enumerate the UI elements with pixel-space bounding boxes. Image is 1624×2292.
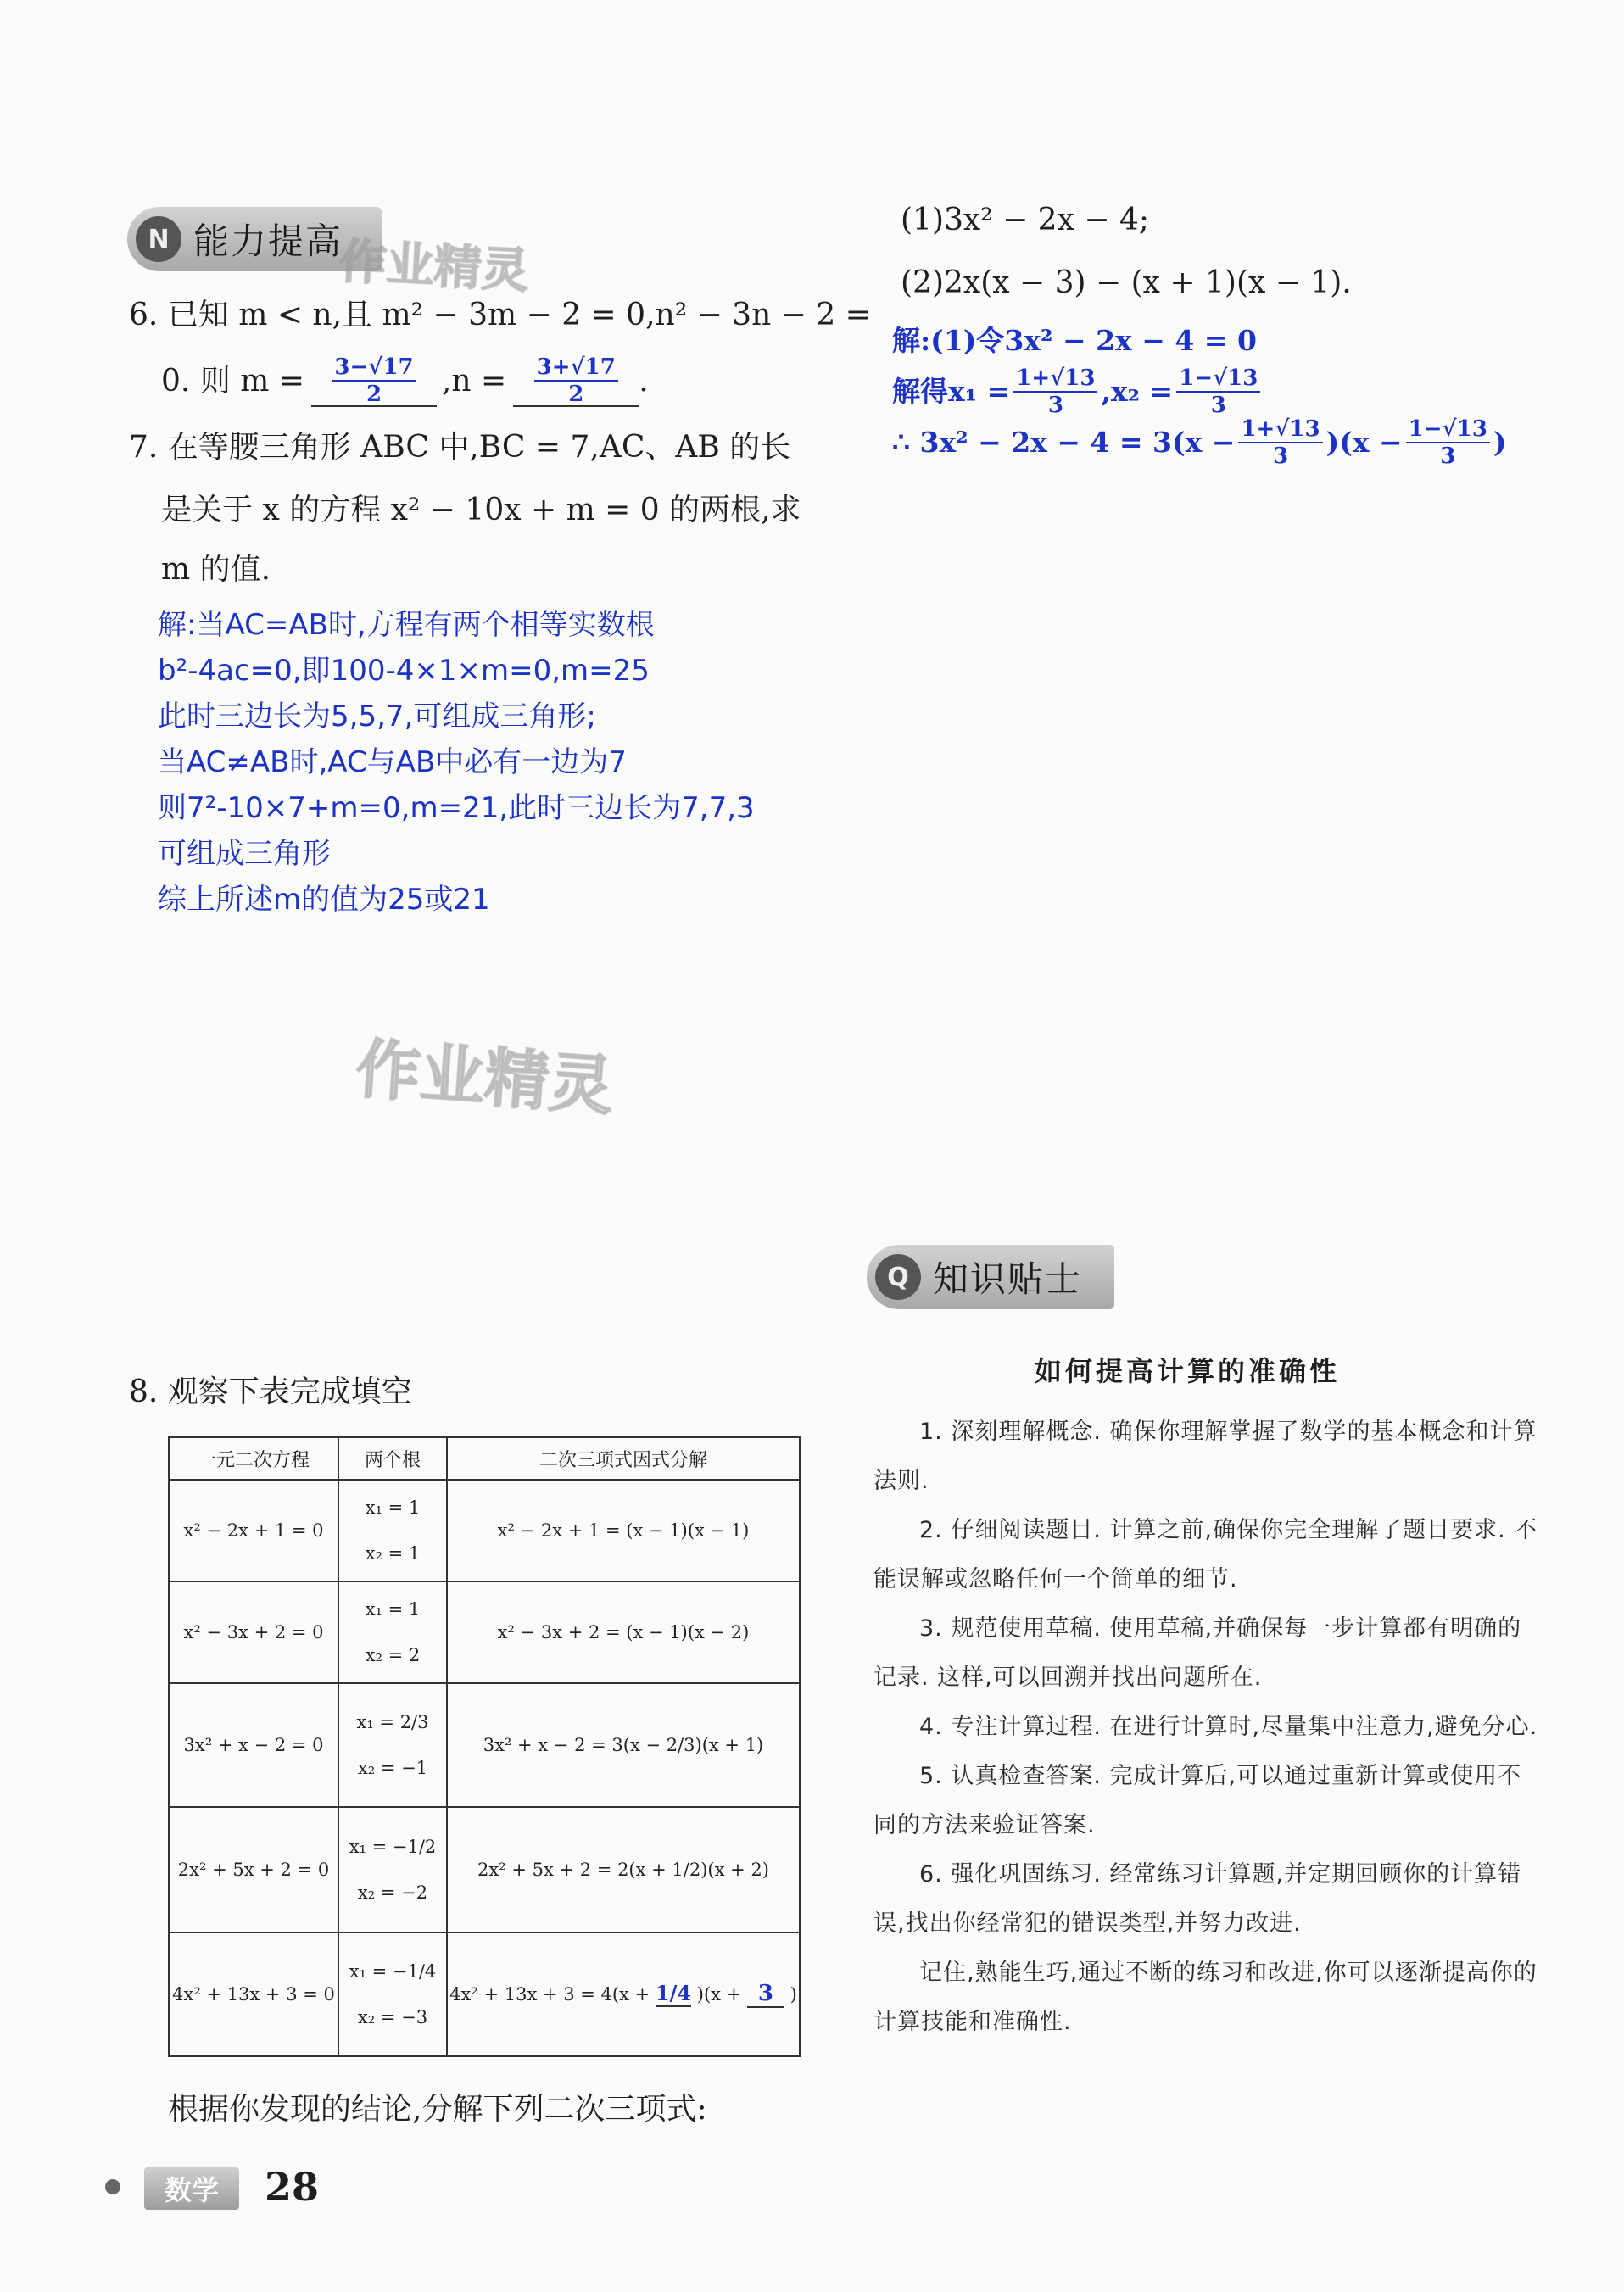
q7-line1: 7. 在等腰三角形 ABC 中,BC = 7,AC、AB 的长 [129, 430, 791, 465]
tip-item: 1. 深刻理解概念. 确保你理解掌握了数学的基本概念和计算法则. [873, 1419, 1537, 1494]
root-1: x₁ = −1/4 [349, 1961, 437, 1982]
tip-item: 4. 专注计算过程. 在进行计算时,尽量集中注意力,避免分心. [919, 1714, 1538, 1740]
q6-n-label: ,n = [441, 364, 507, 399]
badge-icon: N [136, 216, 181, 262]
tip-item: 2. 仔细阅读题目. 计算之前,确保你完全理解了题目要求. 不能误解或忽略任何一个简单的细节. [873, 1517, 1538, 1592]
watermark-top: 作业精灵 [338, 234, 531, 299]
tips-title: 知识贴士 [933, 1258, 1083, 1300]
root-1: x₁ = 2/3 [356, 1712, 429, 1732]
tips-banner [867, 1245, 1114, 1309]
tip-item: 3. 规范使用草稿. 使用草稿,并确保每一步计算都有明确的记录. 这样,可以回溯并找出问题所在. [873, 1615, 1522, 1691]
table-row [169, 1480, 800, 1581]
root-2: x₂ = −3 [357, 2007, 428, 2027]
cell-equation: x² − 2x + 1 = 0 [169, 1480, 338, 1581]
root-1: x₁ = 1 [365, 1497, 421, 1518]
cell-factor [447, 1932, 800, 2056]
root-2: x₂ = 2 [365, 1645, 421, 1665]
q6-m-label: 0. 则 m = [161, 364, 304, 399]
cell-factor: 3x² + x − 2 = 3(x − 2/3)(x + 1) [447, 1683, 800, 1807]
root-2: x₂ = 1 [365, 1543, 421, 1564]
cell-equation: 3x² + x − 2 = 0 [169, 1683, 338, 1807]
q7-answer [158, 602, 755, 923]
q7-answer-line: 此时三边长为5,5,7,可组成三角形; [158, 700, 596, 733]
cell-factor: 2x² + 5x + 2 = 2(x + 1/2)(x + 2) [447, 1807, 800, 1932]
cell-equation: 2x² + 5x + 2 = 0 [169, 1807, 338, 1932]
root-2: x₂ = −1 [357, 1758, 428, 1778]
cell-factor: x² − 3x + 2 = (x − 1)(x − 2) [447, 1581, 800, 1683]
sol3-num2: 1−√13 [1406, 418, 1490, 443]
root-1: x₁ = −1/2 [349, 1837, 437, 1857]
q8-followup: 根据你发现的结论,分解下列二次三项式: [168, 2092, 707, 2127]
q8-solution [892, 315, 1506, 468]
q7-line3: m 的值. [161, 552, 271, 587]
table-header-row [169, 1437, 800, 1480]
tips-heading: 如何提高计算的准确性 [1035, 1355, 1341, 1387]
factor-mid: )(x + [696, 1984, 742, 2005]
q6-m-den: 2 [366, 382, 382, 407]
q6-m-num: 3−√17 [332, 356, 416, 382]
cell-roots [338, 1480, 447, 1581]
sol3-prefix: ∴ 3x² − 2x − 4 = 3(x − [892, 426, 1236, 459]
q8-prompt: 8. 观察下表完成填空 [129, 1375, 412, 1409]
col-header: 一元二次方程 [169, 1437, 338, 1480]
cell-roots [338, 1683, 447, 1807]
q6-end: . [639, 364, 649, 399]
q7-answer-line: b²-4ac=0,即100-4×1×m=0,m=25 [158, 654, 650, 688]
q7-answer-line: 则7²-10×7+m=0,m=21,此时三边长为7,7,3 [158, 791, 755, 825]
factor-end: ) [790, 1984, 797, 2005]
cell-factor: x² − 2x + 1 = (x − 1)(x − 1) [447, 1480, 800, 1581]
q6-n-den: 2 [568, 382, 584, 407]
page-number: 28 [265, 2164, 320, 2210]
q7-line2: 是关于 x 的方程 x² − 10x + m = 0 的两根,求 [161, 493, 801, 527]
q6-n-answer [513, 356, 639, 407]
cell-roots [338, 1581, 447, 1683]
table-row [169, 1581, 800, 1683]
table-row [169, 1683, 800, 1807]
table-row [169, 1807, 800, 1932]
x1-num: 1+√13 [1013, 367, 1097, 393]
cell-roots [338, 1807, 447, 1932]
q7-answer-line: 解:当AC=AB时,方程有两个相等实数根 [158, 608, 655, 642]
blank-2-answer: 3 [747, 1981, 784, 2008]
q6-line1: 6. 已知 m < n,且 m² − 3m − 2 = 0,n² − 3n − 2 = [129, 298, 871, 332]
sol-line3 [892, 417, 1506, 468]
col-header: 二次三项式因式分解 [447, 1437, 800, 1480]
q6-line2 [161, 356, 649, 407]
tips-body [873, 1408, 1543, 2047]
tip-item: 6. 强化巩固练习. 经常练习计算题,并定期回顾你的计算错误,找出你经常犯的错误类型,并努力改进. [873, 1861, 1522, 1937]
sol3-den1: 3 [1272, 443, 1289, 469]
factor-prefix: 4x² + 13x + 3 = 4(x + [449, 1984, 650, 2005]
x1-den: 3 [1047, 393, 1063, 418]
section-title: 能力提高 [193, 220, 343, 262]
root-1: x₁ = 1 [365, 1599, 421, 1620]
tip-item: 记住,熟能生巧,通过不断的练习和改进,你可以逐渐提高你的计算技能和准确性. [873, 1960, 1537, 2035]
footer-subject: 数学 [164, 2174, 219, 2206]
q8-table [168, 1436, 801, 2057]
sol3-end: ) [1493, 426, 1507, 459]
sol3-num1: 1+√13 [1238, 418, 1322, 443]
sol2-prefix: 解得x₁ = [892, 375, 1011, 408]
cell-equation: 4x² + 13x + 3 = 0 [169, 1932, 338, 2056]
table-row [169, 1932, 800, 2056]
cell-roots [338, 1932, 447, 2056]
sol2-mid: ,x₂ = [1101, 375, 1174, 408]
root-2: x₂ = −2 [357, 1882, 428, 1903]
sol-line1: 解:(1)令3x² − 2x − 4 = 0 [892, 324, 1257, 357]
x2-num: 1−√13 [1176, 367, 1260, 393]
cell-equation: x² − 3x + 2 = 0 [169, 1581, 338, 1683]
blank-1-answer: 1/4 [655, 1981, 692, 2005]
watermark-center: 作业精灵 [353, 1030, 617, 1124]
tips-badge-icon: Q [875, 1254, 921, 1300]
footer-subject-badge [144, 2167, 239, 2210]
q8-part2: (2)2x(x − 3) − (x + 1)(x − 1). [901, 265, 1352, 300]
q6-n-num: 3+√17 [534, 356, 618, 382]
q7-answer-line: 可组成三角形 [158, 837, 331, 871]
q7-answer-line: 综上所述m的值为25或21 [158, 883, 490, 917]
sol-line2 [892, 366, 1506, 417]
q7-answer-line: 当AC≠AB时,AC与AB中必有一边为7 [158, 745, 627, 779]
q6-m-answer [311, 356, 437, 407]
tip-item: 5. 认真检查答案. 完成计算后,可以通过重新计算或使用不同的方法来验证答案. [873, 1763, 1522, 1838]
col-header: 两个根 [338, 1437, 447, 1480]
sol3-mid: )(x − [1325, 426, 1403, 459]
footer-dot-icon [105, 2179, 120, 2194]
x2-den: 3 [1210, 393, 1226, 418]
sol3-den2: 3 [1440, 443, 1456, 469]
q8-part1: (1)3x² − 2x − 4; [901, 203, 1149, 237]
